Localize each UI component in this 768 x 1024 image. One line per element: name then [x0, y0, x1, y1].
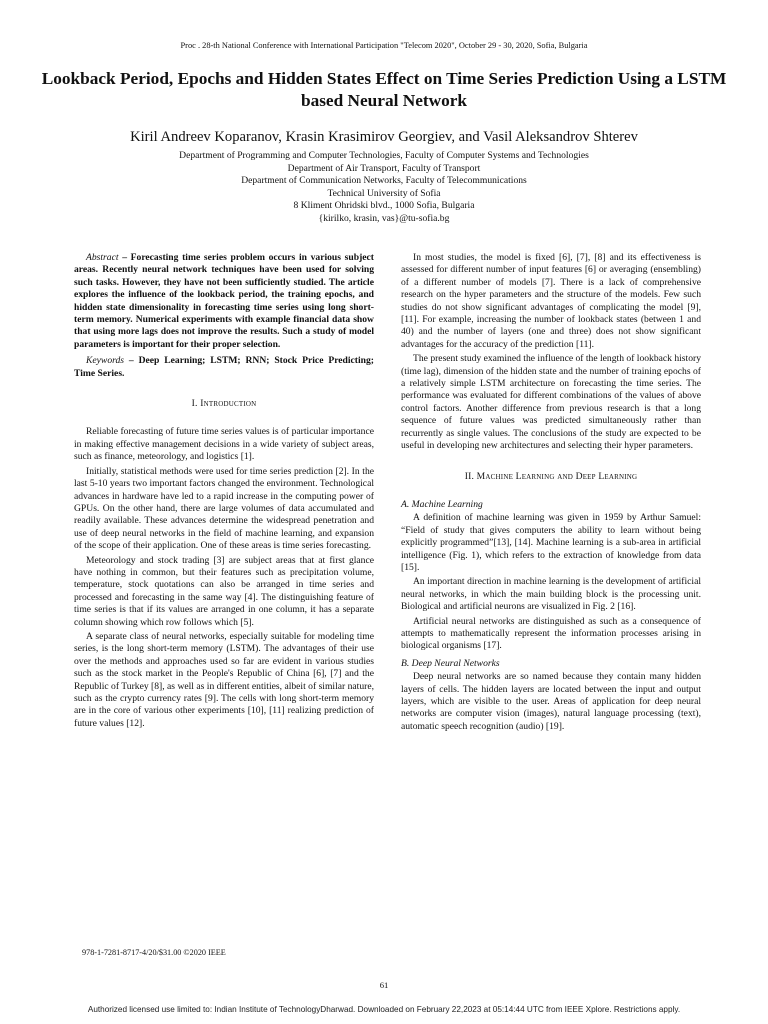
paragraph: A separate class of neural networks, especially suitable for modeling time series, is the long short-term memory (LSTM). The advantages of their use over the methods and approaches used so far are evident in various studies such as the stock market in the People's Republic of China [6], [7] and the Republic of Turkey [8], as well as in different entities, albeit of similar nature, such as the crypto currency rates [9]. The cells with long short-term memory are in the core of various other experiments [10], [11] realizing prediction of future values [12].: [74, 630, 374, 729]
paragraph: Deep neural networks are so named because they contain many hidden layers of cells. The hidden layers are located between the input and output layers, which are visible to the user. Areas of application for deep neural networks are computer vision (images), natural language processing (text), automatic speech recognition (audio) [19].: [401, 671, 701, 732]
affiliation-line: Department of Programming and Computer Technologies, Faculty of Computer Systems and Technologies: [179, 150, 589, 161]
left-column: [74, 252, 374, 732]
affiliation-email: {kirilko, krasin, vas}@tu-sofia.bg: [318, 212, 450, 224]
paragraph: Initially, statistical methods were used for time series prediction [2]. In the last 5-10 years two important factors changed the environment. Technological advances in hardware have led to a rapid increase in the computing power of GPUs. On the other hand, there are large volumes of data accumulated and readily available. These advances determine the widespread penetration and use of deep neural networks in the field of machine learning, and expansion of the scope of their application. One of these areas is time series forecasting.: [74, 465, 374, 552]
paper-title: Lookback Period, Epochs and Hidden States Effect on Time Series Prediction Using a LSTM based Neural Network: [41, 69, 727, 110]
section-heading-introduction: I. Introduction: [191, 398, 257, 410]
paragraph: In most studies, the model is fixed [6], [7], [8] and its effectiveness is assessed for different number of input features [6] or averaging (ensembling) of a different number of models [7]. There is a lack of comprehensive research on the hyper parameters and the structure of the models. Few such studies do not show significant advantages of complicating the model [9], [11]. For example, increasing the number of lookback states (between 1 and 40) and the number of layers (one and three) does not show significant advantages for the accuracy of the prediction [11].: [401, 252, 701, 350]
abstract-label: Abstract: [86, 252, 119, 263]
affiliation-line: Department of Air Transport, Faculty of Transport: [287, 162, 481, 174]
license-notice: Authorized licensed use limited to: Indian Institute of TechnologyDharwad. Downloaded on February 22,2023 at 05:14:44 UTC from IEEE Xplore. Restrictions apply.: [87, 1005, 681, 1014]
affiliation-line: Technical University of Sofia: [327, 187, 441, 199]
abstract-text: – Forecasting time series problem occurs in various subject areas. Recently neural network techniques have been used for solving such tasks. However, they have not been sufficiently studied. The article explores the influence of the lookback period, the training epochs, and hidden state dimensionality in forecasting time series using long short-term memory. Numerical experiments with example financial data show that using more lags does not improve the results. Such a study of model parameters is important for their proper selection.: [74, 252, 374, 350]
right-column: [401, 252, 701, 735]
paragraph: A definition of machine learning was given in 1959 by Arthur Samuel: “Field of study that gives computers the ability to learn without being explicitly programmed”[13], [14]. Machine learning is a sub-area in artificial intelligence (Fig. 1), which refers to the extraction of knowledge from data [15].: [401, 512, 701, 573]
keywords-label: Keywords: [86, 355, 125, 367]
paragraph: Reliable forecasting of future time series values is of particular importance in making effective management decisions in a wide variety of subject areas, such as finance, meteorology, and logistics [1].: [74, 426, 374, 463]
subsection-heading-deep-neural-networks: B. Deep Neural Networks: [401, 657, 500, 669]
keywords-text: – Deep Learning; LSTM; RNN; Stock Price Predicting; Time Series.: [74, 355, 374, 379]
author-list: Kiril Andreev Koparanov, Krasin Krasimirov Georgiev, and Vasil Aleksandrov Shterev: [130, 129, 638, 145]
isbn-footer: 978-1-7281-8717-4/20/$31.00 ©2020 IEEE: [82, 948, 226, 957]
section-heading-machine-learning: II. Machine Learning and Deep Learning: [464, 470, 638, 482]
affiliation-line: Department of Communication Networks, Faculty of Telecommunications: [241, 175, 527, 186]
affiliation-line: 8 Kliment Ohridski blvd., 1000 Sofia, Bulgaria: [293, 200, 475, 211]
page-number: 61: [379, 980, 389, 990]
subsection-heading-machine-learning: A. Machine Learning: [401, 498, 483, 510]
proceedings-header: Proc . 28-th National Conference with International Participation "Telecom 2020", October 29 - 30, 2020, Sofia, Bulgaria: [180, 41, 588, 50]
abstract: [74, 252, 374, 351]
paragraph: Meteorology and stock trading [3] are subject areas that at first glance have nothing in common, but their features such as precipitation volume, temperature, stock quotations can also be arranged in time series and processed and forecasting in the same way [4]. The distinguishing feature of time series is that if its values are arranged in one column, it has a separate column showing which row follows which [5].: [74, 554, 374, 628]
paragraph: Artificial neural networks are distinguished as such as a consequence of attempts to mathematically represent the information processes arising in biological organisms [17].: [401, 615, 701, 652]
affiliation-block: [60, 150, 708, 225]
paragraph: An important direction in machine learning is the development of artificial neural networks, in which the main building block is the processing unit. Biological and artificial neurons are visualized in Fig. 2 [16].: [401, 576, 701, 613]
keywords: [74, 355, 374, 380]
paragraph: The present study examined the influence of the length of lookback history (time lag), dimension of the hidden state and the number of training epochs of a relatively simple LSTM architecture on forecasting the time series. The performance was evaluated for different combinations of the values of above control factors. Another difference from previous research is that a long sequence of future values was predicted simultaneously rather than recurrently as single values. The conclusions of the study are expected to be useful in developing new architectures and selecting their hyper parameters.: [401, 353, 701, 452]
